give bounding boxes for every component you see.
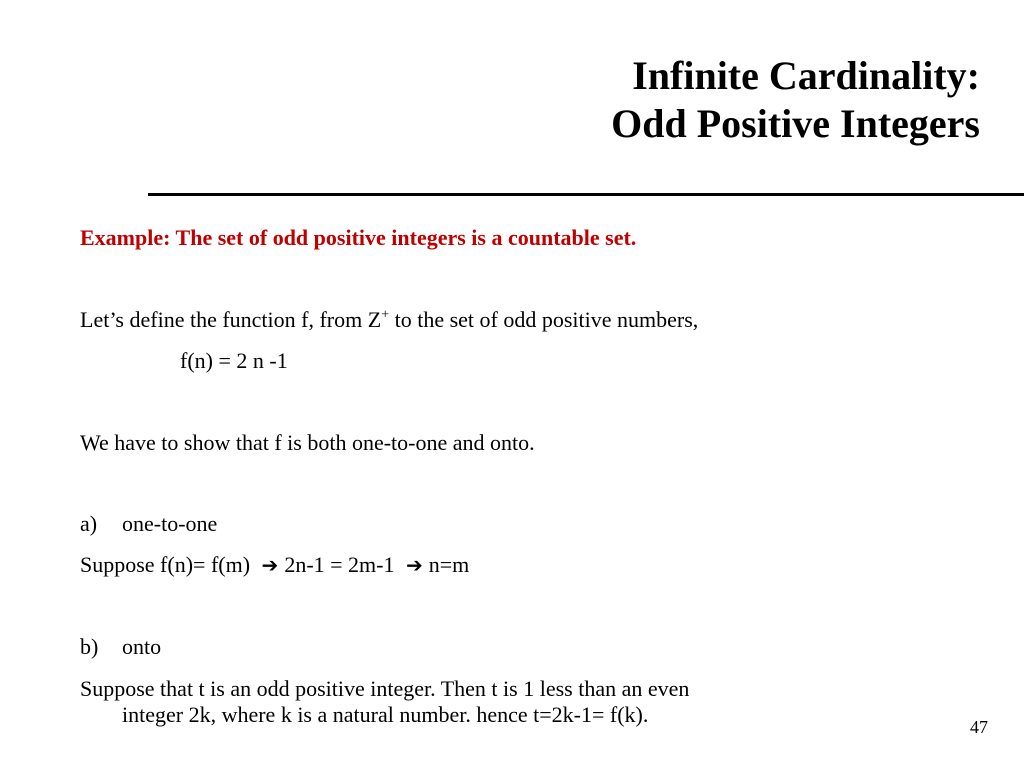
slide-title-line-1: Infinite Cardinality:: [632, 53, 980, 98]
page-number: 47: [970, 717, 988, 737]
title-divider: [148, 193, 1024, 196]
part-a-label: one-to-one: [122, 511, 218, 536]
part-b-heading: [80, 634, 161, 660]
proof-goal: We have to show that f is both one-to-one and onto.: [80, 430, 535, 455]
definition-text-end: to the set of odd positive numbers,: [389, 307, 699, 332]
slide-title-line-2: Odd Positive Integers: [611, 101, 980, 146]
proof-step-2: 2n-1 = 2m-1: [284, 552, 395, 577]
example-statement: Example: The set of odd positive integers is a countable set.: [80, 225, 637, 250]
function-formula: f(n) = 2 n -1: [180, 348, 288, 373]
part-a-heading: [80, 511, 217, 537]
slide-title: [611, 52, 980, 148]
part-b-marker: b): [80, 634, 99, 659]
onto-proof-line-2: integer 2k, where k is a natural number. hence t=2k-1= f(k).: [122, 702, 649, 727]
part-a-marker: a): [80, 511, 98, 536]
implies-arrow-icon: ➔: [261, 553, 279, 577]
function-definition: [80, 307, 698, 333]
part-b-label: onto: [122, 634, 162, 659]
proof-step-3: n=m: [428, 552, 470, 577]
superscript-plus: +: [381, 307, 390, 323]
implies-arrow-icon: ➔: [405, 553, 423, 577]
onto-proof: [80, 676, 900, 728]
onto-proof-line-1: Suppose that t is an odd positive integer. Then t is 1 less than an even: [80, 676, 690, 701]
definition-text-start: Let’s define the function f, from Z: [80, 307, 382, 332]
one-to-one-proof: [80, 552, 469, 578]
proof-step-1: Suppose f(n)= f(m): [80, 552, 251, 577]
